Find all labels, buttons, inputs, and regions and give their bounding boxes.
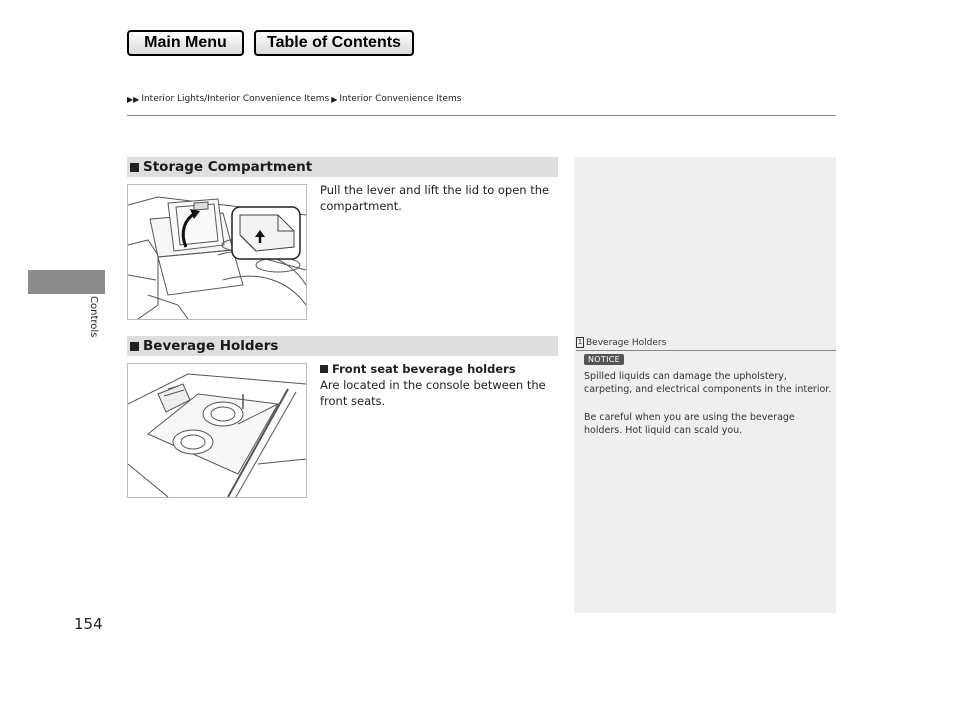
- breadcrumb-item[interactable]: Interior Lights/Interior Convenience Items: [141, 94, 330, 104]
- breadcrumb-item-current: Interior Convenience Items: [339, 94, 462, 104]
- storage-compartment-illustration: [127, 184, 307, 320]
- storage-compartment-text: Pull the lever and lift the lid to open the compartment.: [320, 183, 550, 213]
- front-seat-beverage-holders-subheading: Front seat beverage holders: [320, 361, 560, 377]
- note-title-text: Beverage Holders: [586, 337, 667, 348]
- note-paragraph-1: Spilled liquids can damage the upholstery, carpeting, and electrical components in the interior.: [584, 371, 832, 395]
- note-reference-icon: 1: [577, 338, 583, 346]
- storage-compartment-heading: [127, 157, 558, 177]
- table-of-contents-button[interactable]: Table of Contents: [254, 30, 414, 56]
- beverage-holders-heading: [127, 336, 558, 356]
- breadcrumb-arrow-icon: ▶: [331, 94, 338, 104]
- notice-badge: NOTICE: [584, 354, 624, 365]
- square-bullet-icon: [130, 342, 139, 351]
- breadcrumb-arrow-icon: ▶▶: [127, 94, 140, 104]
- square-bullet-icon: [130, 163, 139, 172]
- cupholder-drawing: [128, 364, 306, 497]
- main-menu-button[interactable]: Main Menu: [127, 30, 244, 56]
- console-lid-drawing: [128, 185, 306, 319]
- header-divider: [127, 115, 836, 116]
- note-paragraph-2: Be careful when you are using the beverage holders. Hot liquid can scald you.: [584, 412, 795, 436]
- heading-text: Storage Compartment: [143, 159, 313, 175]
- heading-text: Beverage Holders: [143, 338, 279, 354]
- breadcrumb: [127, 94, 461, 104]
- page-number: 154: [74, 615, 103, 633]
- beverage-holders-text: Are located in the console between the front seats.: [320, 378, 546, 408]
- note-title: [576, 337, 836, 351]
- square-bullet-icon: [320, 365, 328, 373]
- beverage-holders-illustration: [127, 363, 307, 498]
- section-side-label: Controls: [88, 296, 99, 338]
- beverage-holders-text-block: [320, 361, 560, 409]
- section-tab-marker: [28, 270, 105, 294]
